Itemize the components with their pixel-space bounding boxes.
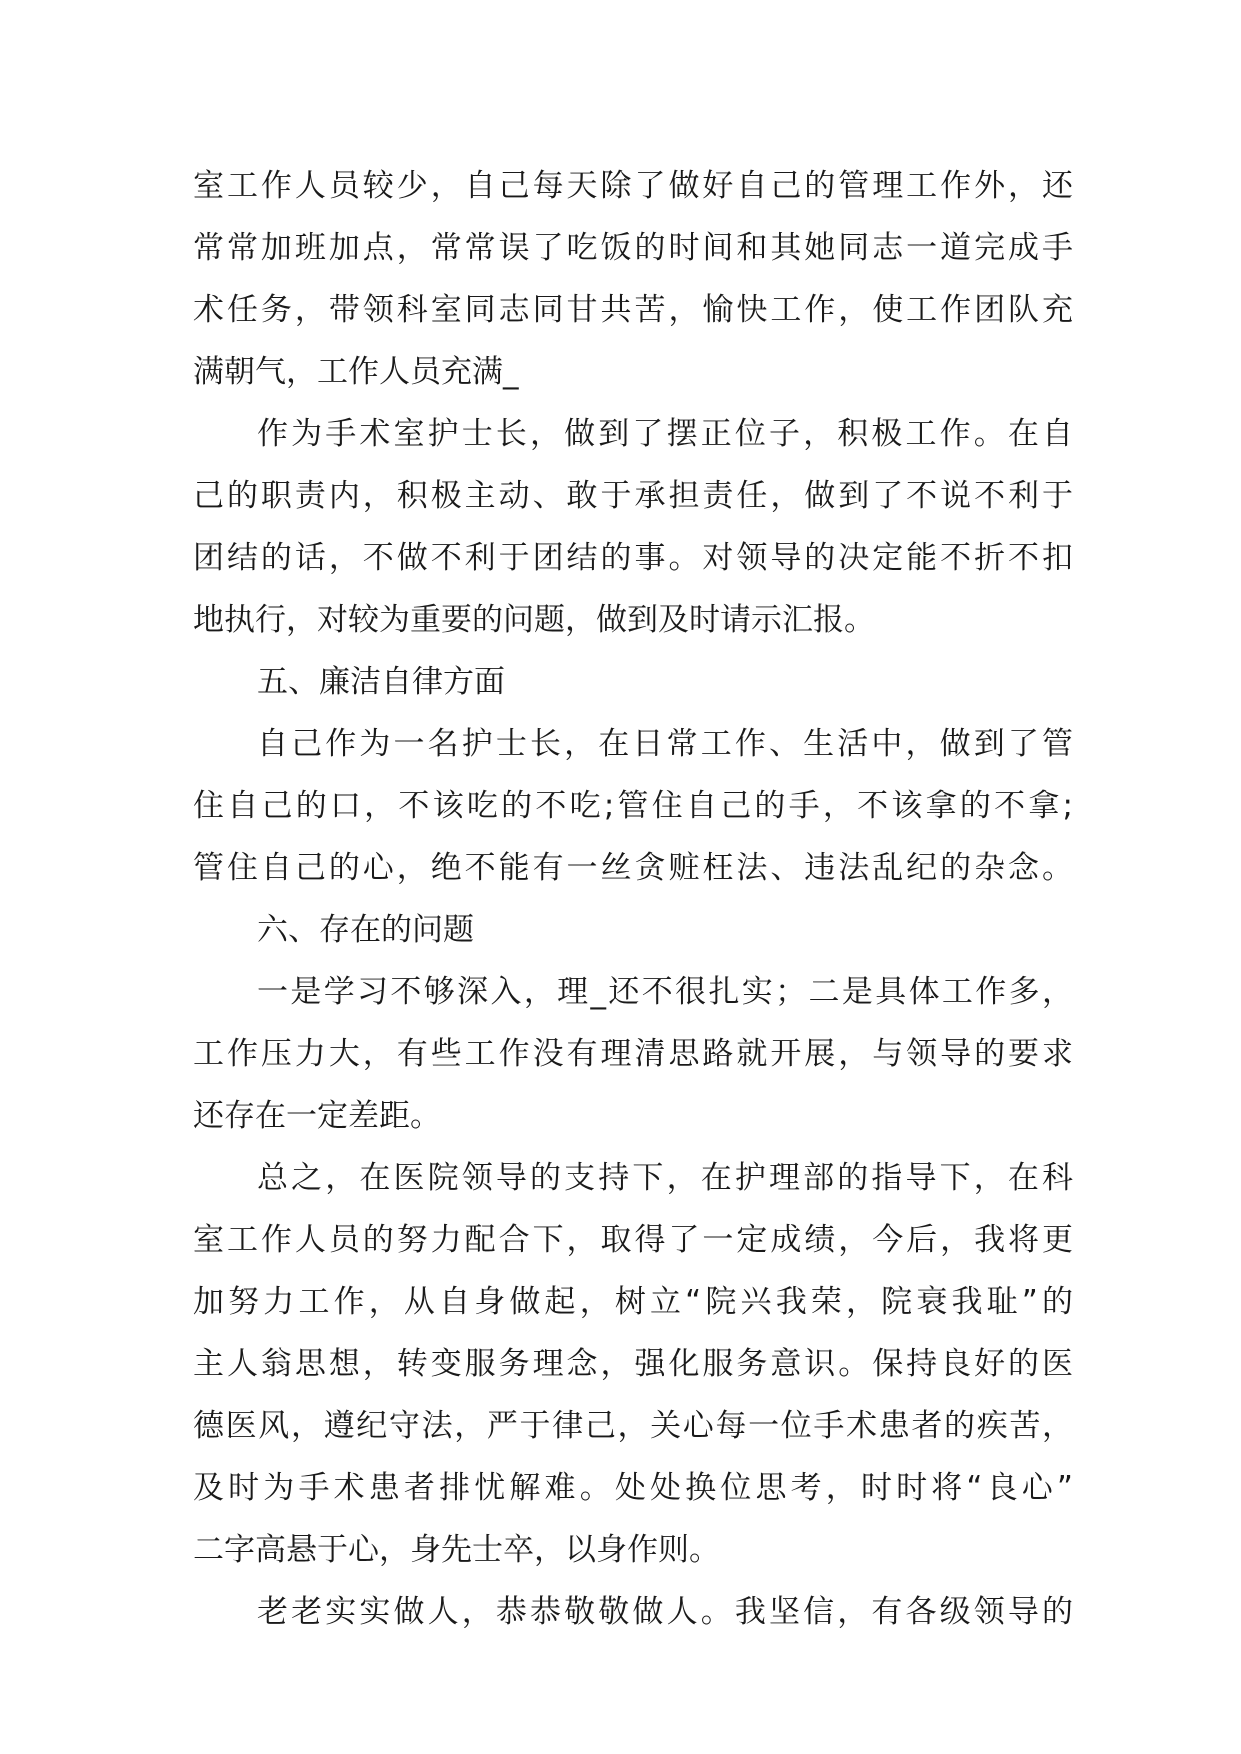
- text-line: 己的职责内，积极主动、敢于承担责任，做到了不说不利于: [193, 478, 1073, 514]
- section-heading: 六、存在的问题: [257, 912, 474, 948]
- text-line: 室工作人员的努力配合下，取得了一定成绩，今后，我将更: [193, 1222, 1073, 1258]
- text-line: 作为手术室护士长，做到了摆正位子，积极工作。在自: [257, 416, 1073, 452]
- text-line: 德医风，遵纪守法，严于律己，关心每一位手术患者的疾苦，: [193, 1408, 1073, 1444]
- section-heading: 五、廉洁自律方面: [257, 664, 505, 700]
- text-line: 术任务，带领科室同志同甘共苦，愉快工作，使工作团队充: [193, 292, 1073, 328]
- text-line: 室工作人员较少，自己每天除了做好自己的管理工作外，还: [193, 168, 1073, 204]
- document-body: [193, 155, 1073, 1643]
- text-line: 总之，在医院领导的支持下，在护理部的指导下，在科: [257, 1160, 1073, 1196]
- text-line: 老老实实做人，恭恭敬敬做人。我坚信，有各级领导的: [257, 1594, 1073, 1630]
- text-line: 及时为手术患者排忧解难。处处换位思考，时时将“良心”: [193, 1470, 1073, 1506]
- text-line: 主人翁思想，转变服务理念，强化服务意识。保持良好的医: [193, 1346, 1073, 1382]
- text-line: 工作压力大，有些工作没有理清思路就开展，与领导的要求: [193, 1036, 1073, 1072]
- text-line: 还存在一定差距。: [193, 1098, 441, 1134]
- text-line: 住自己的口，不该吃的不吃;管住自己的手，不该拿的不拿;: [193, 788, 1073, 824]
- text-line: 一是学习不够深入，理_还不很扎实；二是具体工作多，: [257, 974, 1073, 1010]
- text-line: 团结的话，不做不利于团结的事。对领导的决定能不折不扣: [193, 540, 1073, 576]
- text-line: 管住自己的心，绝不能有一丝贪赃枉法、违法乱纪的杂念。: [193, 850, 1073, 886]
- text-line: 地执行，对较为重要的问题，做到及时请示汇报。: [193, 602, 875, 638]
- text-line: 二字高悬于心，身先士卒，以身作则。: [193, 1532, 720, 1568]
- text-line: 自己作为一名护士长，在日常工作、生活中，做到了管: [257, 726, 1073, 762]
- text-line: 满朝气，工作人员充满_: [193, 354, 519, 390]
- text-line: 常常加班加点，常常误了吃饭的时间和其她同志一道完成手: [193, 230, 1073, 266]
- text-line: 加努力工作，从自身做起，树立“院兴我荣，院衰我耻”的: [193, 1284, 1073, 1320]
